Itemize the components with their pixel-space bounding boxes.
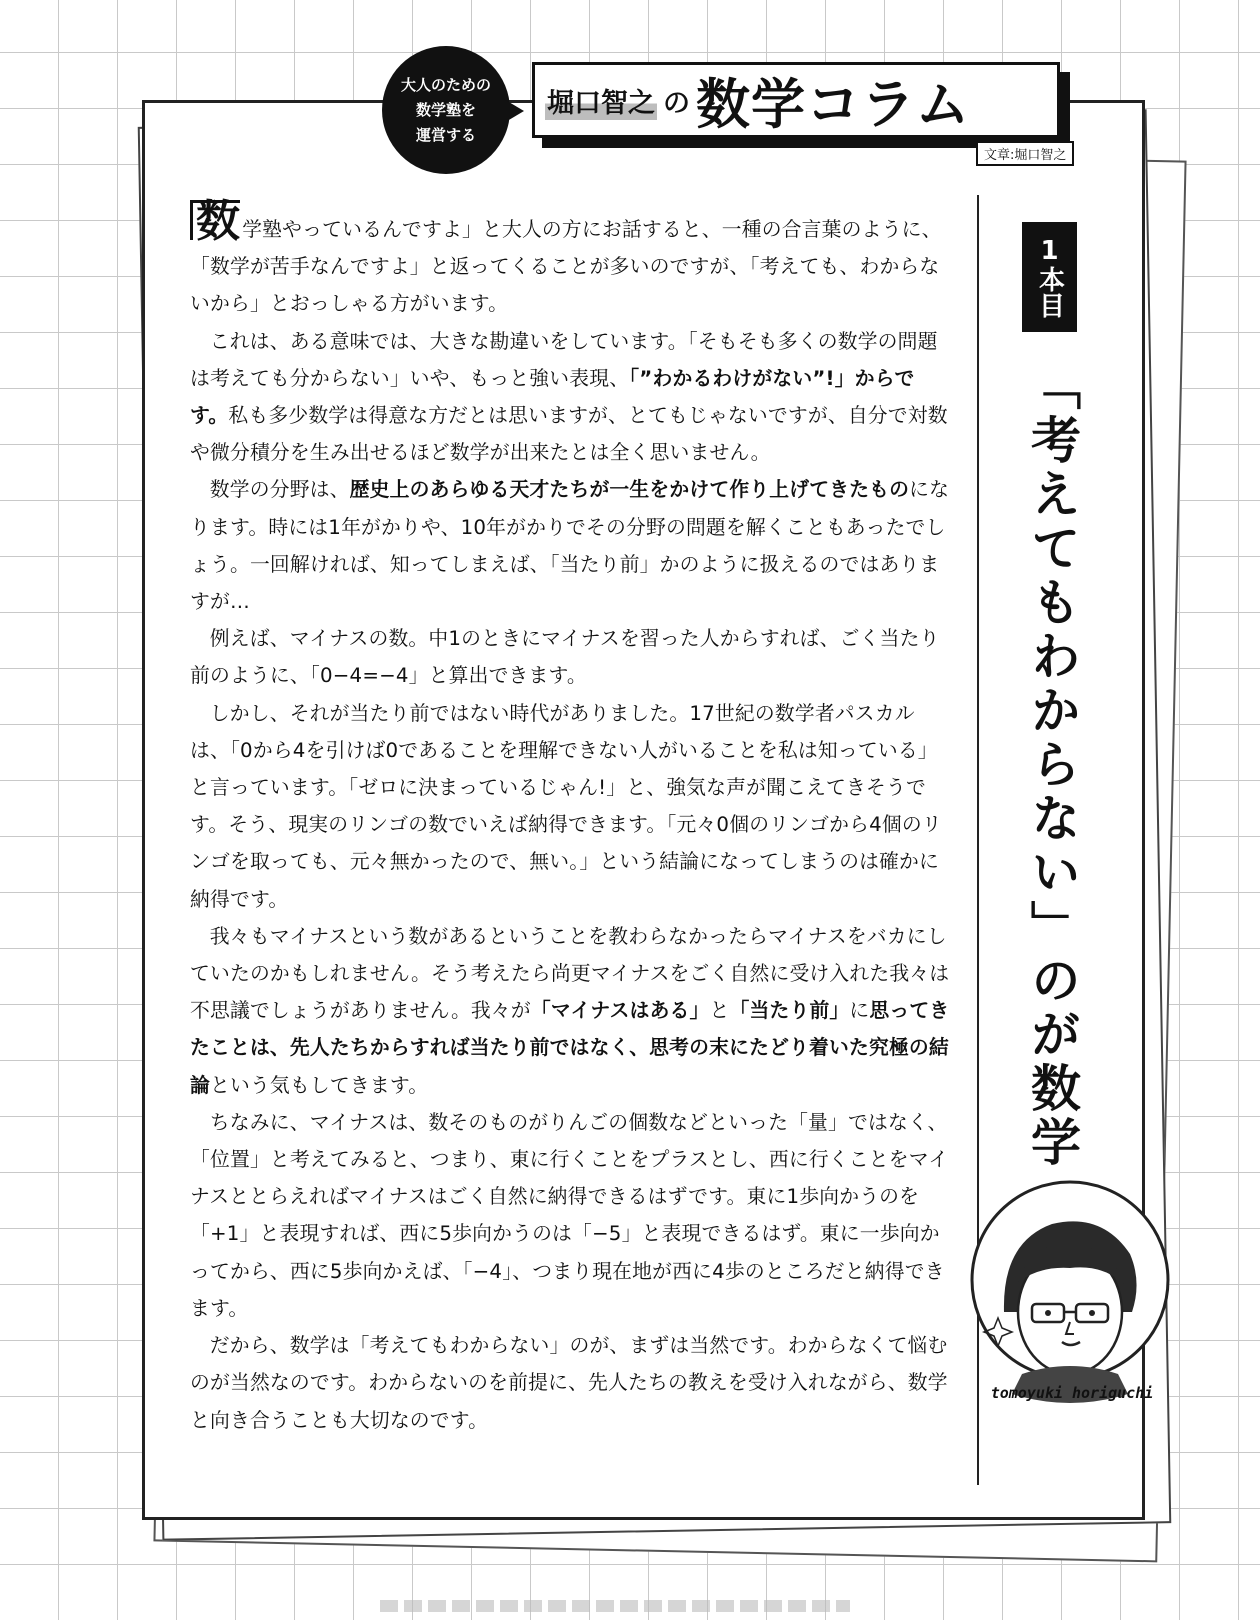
badge-arrow-icon xyxy=(502,98,524,124)
issue-number-tag xyxy=(1022,222,1077,332)
page-bottom-strip xyxy=(380,1600,850,1612)
author-name: 堀口智之 xyxy=(545,81,657,120)
paragraph-text: これは、ある意味では、大きな勘違いをしています。「そもそも多くの数学の問題は考えても分からない」いや、もっと強い表現、 xyxy=(190,329,938,390)
paragraph-text: 学塾やっているんですよ」と大人の方にお話すると、一種の合言葉のように、「数学が苦手なんですよ」と返ってくることが多いのですが、「考えても、わからないから」とおっしゃる方がいます。 xyxy=(190,218,942,316)
paragraph xyxy=(190,1104,950,1327)
emphasis: 思ってきたことは、先人たちからすれば当たり前ではなく、思考の末にたどり着いた究極の結論 xyxy=(190,999,950,1097)
paragraph xyxy=(190,620,950,694)
paragraph-text: だから、数学は「考えてもわからない」のが、まずは当然です。わからなくて悩むのが当然なのです。わからないのを前提に、先人たちの教えを受け入れながら、数学と向き合うことも大切なのです。 xyxy=(190,1334,948,1432)
badge-line: 大人のための xyxy=(400,75,491,94)
paragraph xyxy=(190,323,950,472)
paragraph xyxy=(190,918,950,1104)
emphasis: 歴史上のあらゆる天才たちが一生をかけて作り上げてきたもの xyxy=(349,478,910,502)
issue-number-label: 1本目 xyxy=(1034,236,1065,318)
byline: 文章:堀口智之 xyxy=(976,141,1074,166)
paragraph xyxy=(190,471,950,620)
badge-circle xyxy=(382,46,510,174)
badge-line: 数学塾を xyxy=(415,100,476,119)
paragraph-text: 我々もマイナスという数があるということを教わらなかったらマイナスをバカにしていたのかもしれません。そう考えたら尚更マイナスをごく自然に受け入れた我々は不思議でしょうがありません。我々が xyxy=(190,924,950,1023)
portrait-signature: tomoyuki horiguchi xyxy=(990,1384,1154,1402)
title-particle: の xyxy=(663,87,690,119)
drop-cap: 数 xyxy=(190,200,240,240)
paragraph-text: と xyxy=(709,999,730,1023)
column-title: 数学コラム xyxy=(696,72,971,136)
emphasis: 「”わかるわけがない”!」からです。 xyxy=(190,366,915,428)
paragraph-text: 私も多少数学は得意な方だとは思いますが、とてもじゃないですが、自分で対数や微分積分を生み出せるほど数学が出来たとは全く思いません。 xyxy=(190,404,948,465)
paragraph-text: になります。時には1年がかりや、10年がかりでその分野の問題を解くこともあったでしょう。一回解ければ、知ってしまえば、「当たり前」かのように扱えるのではありますが… xyxy=(190,478,950,614)
author-portrait xyxy=(952,1162,1192,1412)
paragraph xyxy=(190,196,950,323)
paragraph-text: 数学の分野は、 xyxy=(209,478,350,502)
paragraph-text: という気もしてきます。 xyxy=(209,1073,429,1097)
paragraph-text: しかし、それが当たり前ではない時代がありました。17世紀の数学者パスカルは、「0から4を引けば0であることを理解できない人がいることを私は知っている」と言っています。「ゼロに決まっているじゃん!」と、強気な声が聞こえてきそうです。そう、現実のリンゴの数でいえば納得できます。「元々0個のリンゴから4個のリンゴを取っても、元々無かったので、無い。」という結論になってしまうのは確かに納得です。 xyxy=(190,701,942,911)
paragraph-text: 例えば、マイナスの数。中1のときにマイナスを習った人からすれば、ごく当たり前のように、「0−4=−4」と算出できます。 xyxy=(190,627,940,688)
emphasis: 「当たり前」 xyxy=(729,999,850,1023)
paragraph xyxy=(190,695,950,918)
paragraph-text: に xyxy=(849,999,870,1023)
badge-line: 運営する xyxy=(415,125,476,144)
paragraph xyxy=(190,1327,950,1439)
emphasis: 「マイナスはある」 xyxy=(530,999,710,1023)
paragraph-text: ちなみに、マイナスは、数そのものがりんごの個数などといった「量」ではなく、「位置」と考えてみると、つまり、東に行くことをプラスとし、西に行くことをマイナスととらえればマイナスはごく自然に納得できるはずです。東に1歩向かうのを「+1」と表現すれば、西に5歩向かうのは「−5」と表現できるはず。東に一歩向かってから、西に5歩向かえば、「−4」、つまり現在地が西に4歩のところだと納得できます。 xyxy=(190,1110,949,1320)
vertical-headline: 「考えてもわからない」のが数学 xyxy=(1023,360,1081,1170)
column-title-box xyxy=(532,62,1060,138)
article-body xyxy=(190,196,950,1439)
